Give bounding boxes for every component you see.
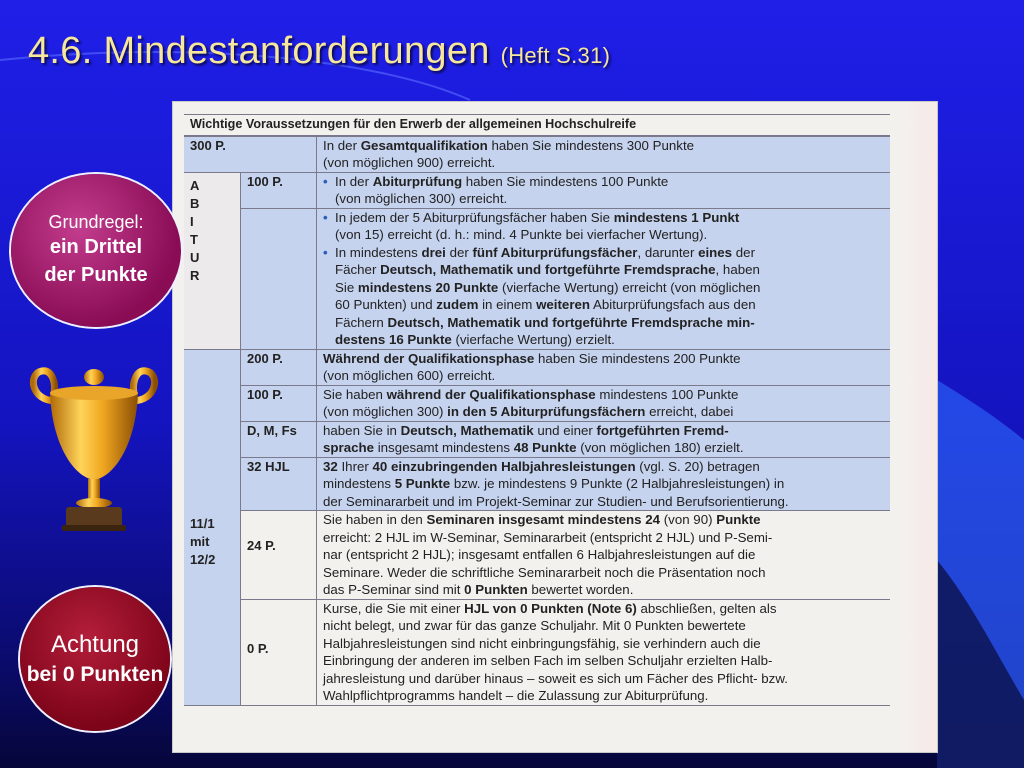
bold-text: fünf Abiturprüfungsfächer — [472, 244, 638, 260]
bold-text: Seminaren insgesamt mindestens 24 — [426, 512, 661, 527]
text-line: 32 Ihrer 40 einzubringenden Halbjahresleistungen (vgl. S. 20) betragen — [323, 458, 760, 474]
table-header: Wichtige Voraussetzungen für den Erwerb der allgemeinen Hochschulreife — [184, 115, 890, 136]
bold-text: 48 Punkte — [513, 440, 577, 455]
callout-grundregel-line3: der Punkte — [44, 264, 148, 286]
group-label-part: 12/2 — [190, 551, 216, 567]
bold-text: weiteren — [536, 297, 591, 312]
bold-text: Während der Qualifikationsphase — [323, 350, 535, 366]
bold-text: Abiturprüfung — [372, 173, 463, 189]
group-label-part: A — [190, 177, 200, 193]
text-line: nicht belegt, und zwar für das ganze Schuljahr. Mit 0 Punkten bewertete — [323, 618, 746, 633]
text-line: Während der Qualifikationsphase haben Sie mindestens 200 Punkte — [323, 350, 741, 366]
table-row — [184, 511, 890, 600]
group-label-part: I — [190, 213, 194, 229]
callout-achtung-line1: Achtung — [50, 631, 140, 658]
row-text — [317, 457, 891, 511]
callout-grundregel-line2: ein Drittel — [49, 236, 143, 258]
bold-text: HJL von 0 Punkten (Note 6) — [464, 600, 637, 616]
slide-title: 4.6. Mindestanforderungen (Heft S.31) — [28, 30, 611, 72]
text-line: (von möglichen 900) erreicht. — [323, 155, 496, 170]
text-line: Sie mindestens 20 Punkte (vierfache Wertung) erreicht (von möglichen — [335, 279, 761, 295]
table-row — [184, 172, 890, 208]
bold-text: 32 — [323, 458, 338, 474]
text-line: haben Sie in Deutsch, Mathematik und einer fortgeführten Fremd- — [323, 422, 729, 438]
requirements-table — [184, 114, 890, 706]
text-line: 60 Punkten) und zudem in einem weiteren Abiturprüfungsfach aus den — [335, 297, 756, 312]
row-label: 0 P. — [241, 599, 317, 705]
bold-text: zudem — [436, 297, 479, 312]
text-line: In der Gesamtqualifikation haben Sie mindestens 300 Punkte — [323, 137, 695, 153]
bold-text: mindestens 20 Punkte — [357, 279, 499, 295]
row-label: 100 P. — [241, 172, 317, 208]
bold-text: mindestens 1 Punkt — [613, 209, 740, 225]
group-label-part: B — [190, 195, 200, 211]
text-line: Fächer Deutsch, Mathematik und fortgeführte Fremdsprache, haben — [335, 262, 760, 277]
table-row — [184, 457, 890, 511]
group-label-part: T — [190, 231, 198, 247]
text-line: das P-Seminar sind mit 0 Punkten bewertet worden. — [323, 582, 634, 597]
row-label: 100 P. — [241, 385, 317, 421]
text-line: • In mindestens drei der fünf Abiturprüfungsfächer, darunter eines der — [335, 244, 755, 260]
row-text — [317, 385, 891, 421]
bold-text: während der Qualifikationsphase — [386, 386, 596, 402]
bold-text: Deutsch, Mathematik und fortgeführte Fremdsprache — [380, 262, 716, 277]
text-line: nar (entspricht 2 HJL); insgesamt entfallen 6 Halbjahresleistungen auf die — [323, 547, 756, 562]
bold-text: in den 5 Abiturprüfungsfächern — [447, 404, 646, 419]
text-line: (von 15) erreicht (d. h.: mind. 4 Punkte bei vierfacher Wertung). — [335, 227, 708, 242]
bold-text: fortgeführten Fremd- — [596, 422, 729, 438]
callout-achtung — [20, 587, 170, 731]
group-label-abitur — [184, 172, 241, 349]
bold-text: Deutsch, Mathematik und fortgeführte Fremdsprache min- — [387, 314, 755, 330]
bold-text: drei — [421, 244, 446, 260]
text-line: Sie haben in den Seminaren insgesamt mindestens 24 (von 90) Punkte — [323, 512, 761, 527]
text-line: erreicht: 2 HJL im W-Seminar, Seminararbeit (entspricht 2 HJL) und P-Semi- — [323, 529, 773, 545]
row-text — [317, 349, 891, 385]
text-line: sprache insgesamt mindestens 48 Punkte (von möglichen 180) erzielt. — [323, 440, 744, 455]
text-line: (von möglichen 300) erreicht. — [335, 191, 508, 206]
text-line: destens 16 Punkte (vierfache Wertung) erzielt. — [335, 332, 615, 347]
bold-text: eines — [698, 244, 733, 260]
text-line: Halbjahresleistungen sind nicht einbringungsfähig, sie verhindern auch die — [323, 635, 761, 651]
table-row — [184, 599, 890, 705]
callout-grundregel-line1: Grundregel: — [48, 212, 144, 232]
row-label: 32 HJL — [241, 457, 317, 511]
bold-text: Gesamtqualifikation — [360, 137, 488, 153]
row-text — [317, 208, 891, 349]
bold-text: 0 Punkten — [464, 582, 528, 597]
callout-achtung-line2: bei 0 Punkten — [26, 663, 164, 686]
text-line: Einbringung der anderen im selben Fach im selben Schuljahr erzielten Halb- — [323, 653, 773, 668]
table-row — [184, 385, 890, 421]
text-line: Kurse, die Sie mit einer HJL von 0 Punkten (Note 6) abschließen, gelten als — [323, 600, 777, 616]
group-label-part: U — [190, 249, 200, 265]
text-line: • In der Abiturprüfung haben Sie mindestens 100 Punkte — [335, 173, 669, 189]
text-line: Wahlpflichtprogramms handelt – die Zulassung zur Abiturprüfung. — [323, 688, 709, 703]
slide-subtitle: (Heft S.31) — [500, 43, 611, 68]
text-line: (von möglichen 300) in den 5 Abiturprüfungsfächern erreicht, dabei — [323, 404, 734, 419]
group-label-part: mit — [190, 533, 210, 549]
row-label: 200 P. — [241, 349, 317, 385]
row-text — [317, 136, 891, 173]
bold-text: 5 Punkte — [394, 476, 451, 491]
table-row — [184, 349, 890, 385]
text-line: Sie haben während der Qualifikationsphase mindestens 100 Punkte — [323, 386, 739, 402]
row-label: 300 P. — [184, 136, 317, 173]
bold-text: 40 einzubringenden Halbjahresleistungen — [372, 458, 636, 474]
bold-text: destens 16 Punkte — [335, 332, 452, 347]
text-line: Seminare. Weder die schriftliche Seminararbeit noch die Präsentation noch — [323, 564, 766, 580]
text-line: mindestens 5 Punkte bzw. je mindestens 9 Punkte (2 Halbjahresleistungen) in — [323, 476, 785, 491]
vertical-letters — [190, 177, 234, 285]
group-label-qualification — [184, 349, 241, 705]
text-line: (von möglichen 600) erreicht. — [323, 368, 496, 383]
bullet-item — [323, 244, 884, 349]
row-label: 24 P. — [241, 511, 317, 600]
group-label-lines — [190, 515, 234, 569]
bullet-item — [323, 209, 884, 244]
trophy-icon — [26, 363, 162, 535]
table-row — [184, 136, 890, 173]
text-line: • In jedem der 5 Abiturprüfungsfächer haben Sie mindestens 1 Punkt — [335, 209, 740, 225]
row-text — [317, 172, 891, 208]
bold-text: Deutsch, Mathematik — [400, 422, 534, 438]
callout-grundregel — [11, 174, 181, 327]
text-line: Fächern Deutsch, Mathematik und fortgeführte Fremdsprache min- — [335, 314, 755, 330]
bold-text: Punkte — [716, 512, 761, 527]
text-line: der Seminararbeit und im Projekt-Seminar zur Studien- und Berufsorientierung. — [323, 493, 789, 509]
row-label: D, M, Fs — [241, 421, 317, 457]
row-text — [317, 599, 891, 705]
scanned-table-image — [173, 102, 937, 752]
row-text — [317, 511, 891, 600]
bullet-item — [323, 173, 884, 208]
table-row — [184, 421, 890, 457]
table-row — [184, 208, 890, 349]
text-line: jahresleistung und darüber hinaus – soweit es sich um Fächer des Pflicht- bzw. — [323, 670, 788, 686]
row-label — [241, 208, 317, 349]
group-label-part: 11/1 — [190, 515, 215, 531]
row-text — [317, 421, 891, 457]
bold-text: sprache — [323, 440, 374, 455]
group-label-part: R — [190, 267, 200, 283]
